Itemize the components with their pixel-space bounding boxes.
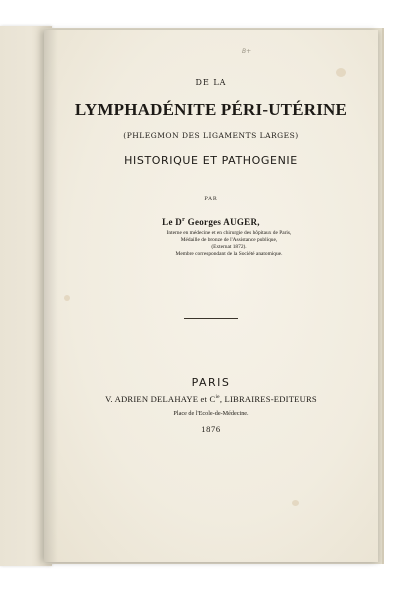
imprint-city: PARIS <box>191 376 231 389</box>
author-line <box>44 217 378 227</box>
divider-rule <box>184 318 238 319</box>
publisher-trade: , LIBRAIRES-EDITEURS <box>219 394 317 404</box>
imprint-address: Place de l'Ecole-de-Médecine. <box>173 410 249 417</box>
by-line: PAR <box>204 196 218 202</box>
imprint-publisher <box>44 394 378 404</box>
title-page <box>44 30 378 562</box>
foxing-spot <box>336 68 346 77</box>
author-prefix: Le D <box>162 217 183 227</box>
author-name: Georges AUGER, <box>187 217 260 227</box>
publisher-name: V. ADRIEN DELAHAYE et C <box>105 394 216 404</box>
affiliation-line: Médaille de bronze de l'Assistance publique, <box>180 237 278 243</box>
page-title: LYMPHADÉNITE PÉRI-UTÉRINE <box>74 100 348 119</box>
secondary-title: HISTORIQUE ET PATHOGENIE <box>124 154 298 167</box>
imprint-year: 1876 <box>201 424 221 434</box>
subtitle: (PHLEGMON DES LIGAMENTS LARGES) <box>123 131 299 140</box>
title-preface: DE LA <box>195 78 227 87</box>
affiliation-line: (Externat 1872). <box>211 244 247 250</box>
affiliation-line: Membre correspondant de la Société anatomique. <box>175 251 283 257</box>
affiliation-line: Interne en médecine et en chirurgie des hôpitaux de Paris, <box>166 230 292 236</box>
author-prefix-sup: r <box>182 217 186 223</box>
pencil-mark: B+ <box>242 48 252 55</box>
publisher-sup: ie <box>215 394 220 401</box>
foxing-spot <box>292 500 299 506</box>
foxing-spot <box>64 295 70 301</box>
